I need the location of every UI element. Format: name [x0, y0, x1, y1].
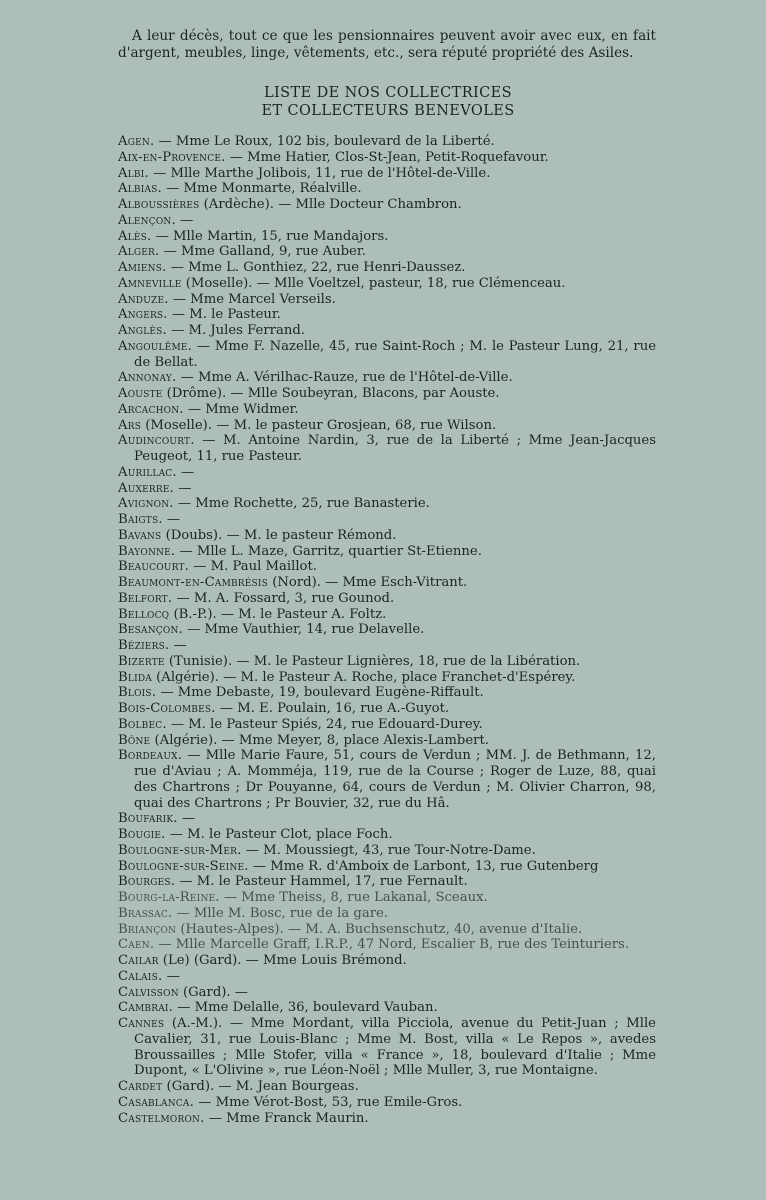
city-name: Aouste: [118, 386, 163, 401]
collector-details: — Mme Debaste, 19, boulevard Eugène-Riffault.: [156, 685, 484, 701]
collector-details: —: [177, 811, 196, 827]
collector-details: — Mme Monmarte, Réalville.: [161, 181, 362, 197]
list-item: [118, 685, 656, 701]
city-name: Bellocq: [118, 606, 170, 622]
list-item: [118, 559, 656, 575]
list-item: [118, 1111, 656, 1127]
collector-details: — Mme Franck Maurin.: [204, 1110, 369, 1126]
list-item: [118, 1016, 656, 1079]
city-name: Aurillac.: [118, 464, 177, 480]
city-name: Angers.: [118, 307, 168, 323]
collector-details: — Mme Hatier, Clos-St-Jean, Petit-Roquefavour.: [225, 149, 549, 165]
collector-details: — Mme Theiss, 8, rue Lakanal, Sceaux.: [219, 890, 488, 905]
collector-details: (Doubs). — M. le pasteur Rémond.: [161, 527, 397, 543]
list-item: [118, 937, 656, 953]
collector-details: (Gard). —: [178, 984, 248, 1000]
list-item: [118, 213, 656, 229]
city-name: Anduze.: [118, 291, 169, 307]
list-item: [118, 607, 656, 623]
collector-details: — M. le Pasteur Clot, place Foch.: [165, 827, 393, 842]
city-name: Albias.: [118, 181, 162, 197]
list-item: [118, 481, 656, 497]
city-name: Beaumont-en-Cambrésis: [118, 575, 269, 590]
collector-details: — Mlle L. Maze, Garritz, quartier St-Etienne.: [175, 543, 482, 559]
city-name: Amiens.: [118, 260, 167, 275]
city-name: Aix-en-Provence.: [118, 149, 226, 165]
list-item: [118, 134, 656, 150]
city-name: Ars: [118, 417, 142, 433]
list-item: [118, 591, 656, 607]
collector-details: —: [174, 480, 192, 496]
list-item: [118, 544, 656, 560]
city-name: Arcachon.: [118, 401, 184, 417]
city-name: Anglès.: [118, 323, 167, 338]
list-item: [118, 292, 656, 308]
city-name: Bône: [118, 732, 151, 748]
collector-details: (Algérie). — Mme Meyer, 8, place Alexis-Lambert.: [150, 732, 489, 748]
collector-details: (Hautes-Alpes). — M. A. Buchsenschutz, 40, avenue d'Italie.: [176, 921, 583, 937]
collector-details: (Moselle). — Mlle Voeltzel, pasteur, 18, rue Clémenceau.: [181, 275, 566, 291]
title-line-2: ET COLLECTEURS BENEVOLES: [261, 103, 515, 119]
city-name: Auxerre.: [118, 480, 175, 496]
list-item: [118, 150, 656, 166]
collector-details: (Moselle). — M. le pasteur Grosjean, 68, rue Wilson.: [141, 417, 497, 433]
list-item: [118, 906, 656, 922]
list-item: [118, 922, 656, 938]
city-name: Bourg-la-Reine.: [118, 890, 220, 905]
city-name: Besançon.: [118, 622, 183, 638]
list-item: [118, 670, 656, 686]
list-item: [118, 307, 656, 323]
city-name: Alboussières: [118, 197, 200, 212]
list-item: [118, 465, 656, 481]
collector-details: — Mme F. Nazelle, 45, rue Saint-Roch ; M. le Pasteur Lung, 21, rue de Bellat.: [134, 338, 656, 370]
collector-details: — M. le Pasteur Hammel, 17, rue Fernault.: [175, 874, 468, 890]
city-name: Boulogne-sur-Seine.: [118, 858, 249, 874]
collector-details: — Mlle Marie Faure, 51, cours de Verdun ; MM. J. de Bethmann, 12, rue d'Aviau ; A. Momméja, 119, rue de la Course ; Roger de Luze, 88, quai des Chartrons ; Dr Pouyanne, 64, cours de Verdun ; M. Olivier Charron, 98, quai des Chartrons ; Pr Bouvier, 32, rue du Hâ.: [134, 748, 656, 811]
city-name: Cailar: [118, 953, 159, 968]
collector-details: — M. E. Poulain, 16, rue A.-Guyot.: [215, 701, 450, 716]
city-name: Calvisson: [118, 984, 179, 1000]
city-name: Bavans: [118, 527, 162, 543]
list-item: [118, 733, 656, 749]
city-name: Brassac.: [118, 905, 173, 921]
collector-details: — M. le Pasteur.: [167, 307, 281, 323]
collector-details: — Mme Vauthier, 14, rue Delavelle.: [182, 622, 425, 638]
city-name: Belfort.: [118, 590, 173, 606]
city-name: Boulogne-sur-Mer.: [118, 842, 242, 858]
city-name: Bordeaux.: [118, 748, 183, 764]
list-item: [118, 323, 656, 339]
collector-details: (Gard). — M. Jean Bourgeas.: [162, 1079, 359, 1094]
collector-details: (A.-M.). — Mme Mordant, villa Picciola, avenue du Petit-Juan ; Mlle Cavalier, 31, rue Louis-Blanc ; Mme M. Bost, villa « Le Repos », avedes Broussailles ; Mlle Stofer, villa « France », 18, boulevard d'Italie ; Mme Dupont, « L'Olivine », rue Léon-Noël ; Mlle Muller, 3, rue Montaigne.: [134, 1016, 656, 1079]
city-name: Alençon.: [118, 212, 176, 228]
city-name: Blois.: [118, 685, 157, 701]
list-item: [118, 811, 656, 827]
collector-details: — Mme Marcel Verseils.: [168, 291, 336, 307]
collector-details: (Tunisie). — M. le Pasteur Lignières, 18, rue de la Libération.: [164, 653, 581, 669]
collector-details: — Mme Vérot-Bost, 53, rue Emile-Gros.: [194, 1094, 463, 1110]
city-name: Cannes: [118, 1016, 165, 1031]
list-item: [118, 874, 656, 890]
collector-details: (Le) (Gard). — Mme Louis Brémond.: [158, 953, 407, 968]
collector-details: — Mme A. Vérilhac-Rauze, rue de l'Hôtel-de-Ville.: [176, 370, 513, 386]
collector-details: — Mlle Marcelle Graff, I.R.P., 47 Nord, Escalier B, rue des Teinturiers.: [154, 937, 630, 953]
city-name: Baigts.: [118, 512, 163, 527]
intro-paragraph: A leur décès, tout ce que les pensionnaires peuvent avoir avec eux, en fait d'argent, meubles, linge, vêtements, etc., sera réputé propriété des Asiles.: [118, 28, 656, 61]
collector-details: —: [162, 512, 181, 527]
city-name: Bourges.: [118, 874, 176, 890]
list-item: [118, 717, 656, 733]
list-item: [118, 622, 656, 638]
title-line-1: LISTE DE NOS COLLECTRICES: [264, 85, 512, 101]
city-name: Castelmoron.: [118, 1110, 205, 1126]
list-item: [118, 1079, 656, 1095]
city-name: Béziers.: [118, 638, 170, 653]
city-name: Cambrai.: [118, 1000, 174, 1016]
collector-details: — Mme Galland, 9, rue Auber.: [159, 244, 366, 260]
list-item: [118, 229, 656, 245]
list-item: [118, 1095, 656, 1111]
collector-details: — Mme L. Gonthiez, 22, rue Henri-Daussez.: [166, 260, 466, 275]
city-name: Alger.: [118, 244, 160, 260]
list-item: [118, 166, 656, 182]
list-item: [118, 748, 656, 811]
list-item: [118, 953, 656, 969]
list-item: [118, 244, 656, 260]
list-item: [118, 276, 656, 292]
collector-details: (Drôme). — Mlle Soubeyran, Blacons, par Aouste.: [162, 386, 500, 401]
collector-details: — Mme Delalle, 36, boulevard Vauban.: [173, 1000, 438, 1016]
list-item: [118, 528, 656, 544]
collector-details: — Mme Rochette, 25, rue Banasterie.: [173, 496, 430, 512]
collector-details: — M. Jules Ferrand.: [166, 323, 305, 338]
list-title: [0, 84, 766, 120]
collector-details: — Mlle M. Bosc, rue de la gare.: [172, 905, 388, 921]
list-item: [118, 969, 656, 985]
city-name: Bayonne.: [118, 543, 176, 559]
list-item: [118, 1000, 656, 1016]
list-item: [118, 575, 656, 591]
list-item: [118, 859, 656, 875]
city-name: Calais.: [118, 968, 163, 984]
list-item: [118, 402, 656, 418]
city-name: Avignon.: [118, 496, 174, 512]
list-item: [118, 386, 656, 402]
collector-details: — Mlle Marthe Jolibois, 11, rue de l'Hôtel-de-Ville.: [148, 165, 491, 181]
city-name: Alès.: [118, 228, 152, 244]
city-name: Amneville: [118, 275, 182, 291]
collector-details: (B.-P.). — M. le Pasteur A. Foltz.: [169, 606, 387, 622]
collector-list: [118, 134, 656, 1126]
city-name: Cardet: [118, 1079, 163, 1094]
list-item: [118, 197, 656, 213]
list-item: [118, 701, 656, 717]
city-name: Beaucourt.: [118, 559, 190, 575]
city-name: Bizerte: [118, 653, 165, 669]
collector-details: — Mlle Martin, 15, rue Mandajors.: [151, 228, 389, 244]
city-name: Boufarik.: [118, 811, 178, 827]
list-item: [118, 985, 656, 1001]
collector-details: (Ardèche). — Mlle Docteur Chambron.: [199, 197, 462, 212]
city-name: Agen.: [118, 134, 155, 149]
city-name: Angoulême.: [118, 338, 193, 354]
city-name: Albi.: [118, 165, 149, 181]
collector-details: (Nord). — Mme Esch-Vitrant.: [268, 575, 468, 590]
collector-details: —: [162, 968, 180, 984]
list-item: [118, 827, 656, 843]
city-name: Audincourt.: [118, 433, 195, 449]
collector-details: — Mme Widmer.: [183, 401, 299, 417]
collector-details: —: [169, 638, 187, 653]
list-item: [118, 843, 656, 859]
list-item: [118, 654, 656, 670]
list-item: [118, 512, 656, 528]
list-item: [118, 638, 656, 654]
list-item: [118, 339, 656, 371]
list-item: [118, 260, 656, 276]
list-item: [118, 181, 656, 197]
collector-details: — Mme R. d'Amboix de Larbont, 13, rue Gutenberg: [248, 858, 599, 874]
list-item: [118, 433, 656, 465]
collector-details: — Mme Le Roux, 102 bis, boulevard de la Liberté.: [154, 134, 495, 149]
list-item: [118, 890, 656, 906]
collector-details: — M. Antoine Nardin, 3, rue de la Liberté ; Mme Jean-Jacques Peugeot, 11, rue Pasteur.: [134, 433, 656, 464]
collector-details: — M. Moussiegt, 43, rue Tour-Notre-Dame.: [241, 842, 536, 858]
collector-details: — M. A. Fossard, 3, rue Gounod.: [172, 590, 395, 606]
city-name: Bougie.: [118, 827, 166, 842]
city-name: Bolbec.: [118, 716, 167, 732]
collector-details: — M. le Pasteur Spiés, 24, rue Edouard-Durey.: [166, 716, 483, 732]
collector-details: —: [175, 212, 194, 228]
city-name: Caen.: [118, 937, 155, 953]
city-name: Casablanca.: [118, 1094, 194, 1110]
city-name: Annonay.: [118, 370, 177, 386]
city-name: Bois-Colombes.: [118, 701, 216, 716]
city-name: Blida: [118, 669, 152, 685]
collector-details: — M. Paul Maillot.: [189, 559, 317, 575]
collector-details: —: [176, 464, 195, 480]
city-name: Briançon: [118, 921, 177, 937]
list-item: [118, 496, 656, 512]
list-item: [118, 418, 656, 434]
collector-details: (Algérie). — M. le Pasteur A. Roche, place Franchet-d'Espérey.: [151, 669, 576, 685]
list-item: [118, 370, 656, 386]
